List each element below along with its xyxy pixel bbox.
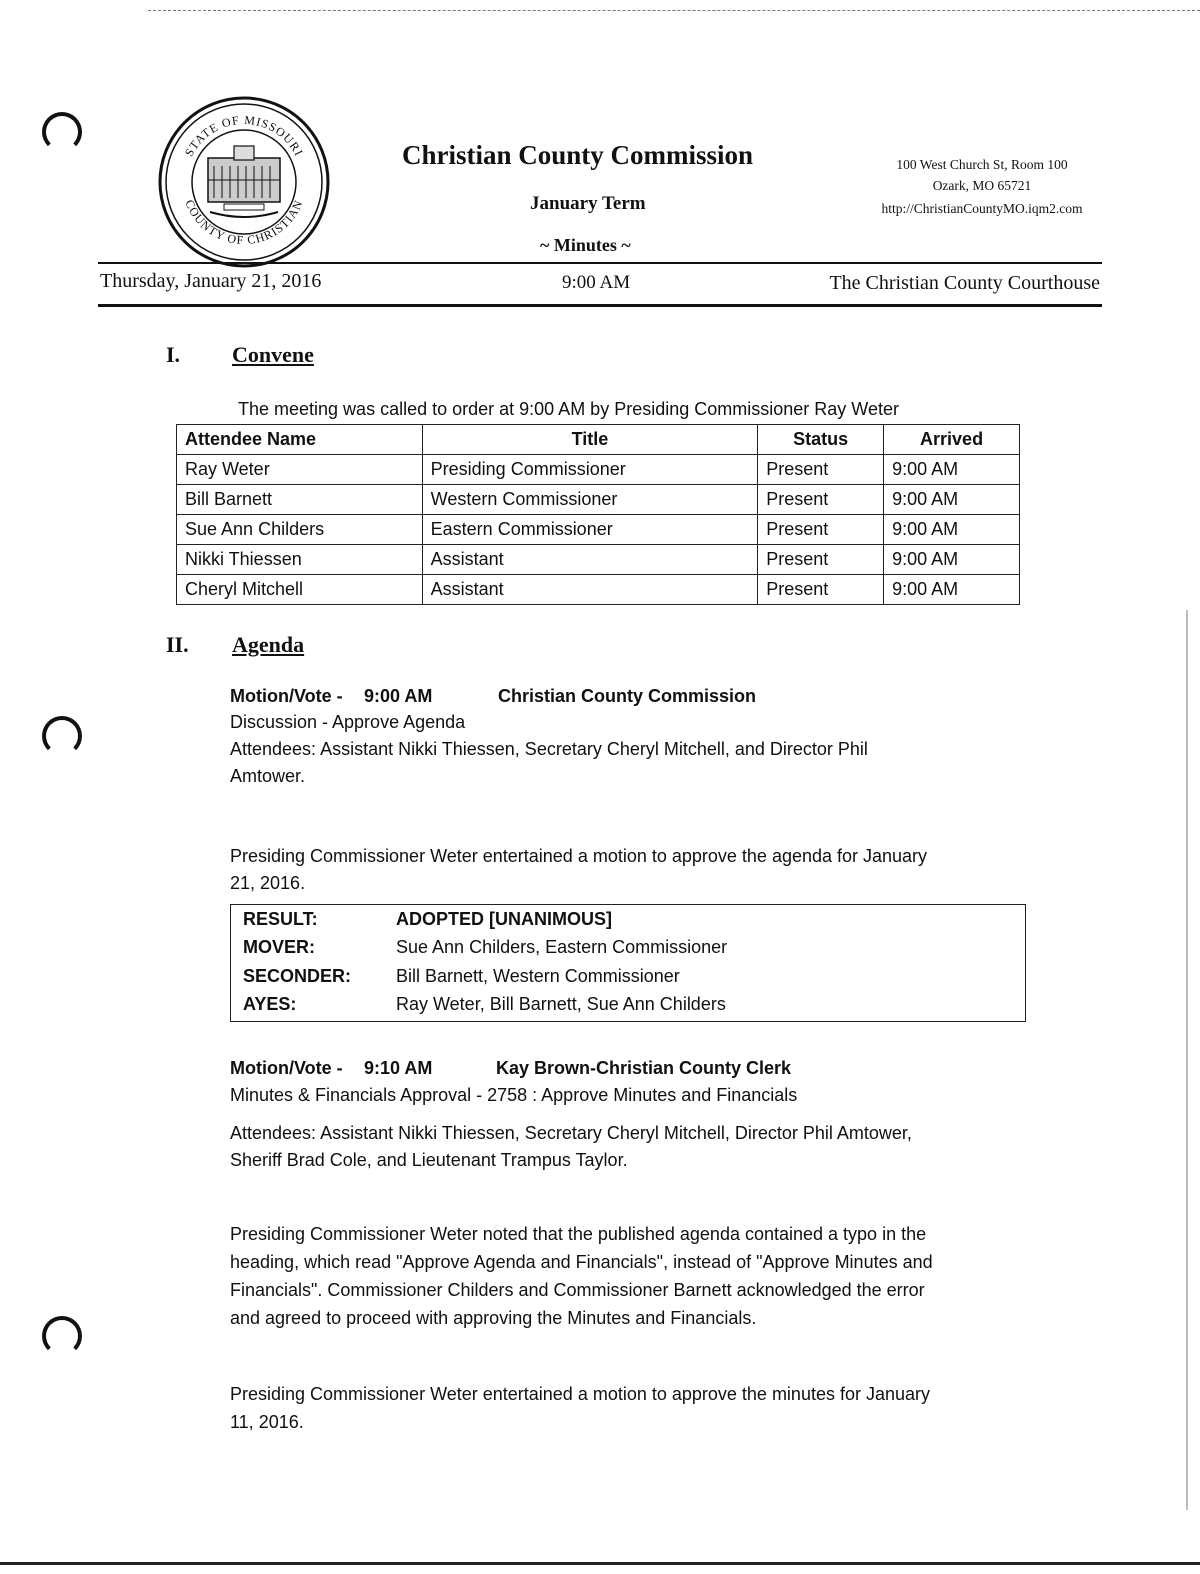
section-number: II. xyxy=(166,632,189,657)
minutes-label: ~ Minutes ~ xyxy=(540,235,631,255)
table-header-row xyxy=(177,425,1020,455)
meeting-date: Thursday, January 21, 2016 xyxy=(100,270,322,292)
motion-body: Christian County Commission xyxy=(498,686,757,706)
paragraph-line: Financials". Commissioner Childers and Commissioner Barnett acknowledged the error xyxy=(230,1280,925,1300)
section-number: I. xyxy=(166,342,181,367)
header-rule-bottom xyxy=(98,304,1102,307)
table-row xyxy=(177,545,1020,575)
motion-label: Motion/Vote - xyxy=(230,686,343,706)
punch-hole-icon xyxy=(42,112,82,152)
attendee-table xyxy=(176,424,1020,605)
paragraph-line: 21, 2016. xyxy=(230,873,306,893)
meeting-location: The Christian County Courthouse xyxy=(829,272,1100,294)
column-header: Status xyxy=(758,425,884,455)
discussion-line: Minutes & Financials Approval - 2758 : Approve Minutes and Financials xyxy=(230,1085,798,1105)
scan-top-line xyxy=(148,10,1200,11)
scan-right-edge xyxy=(1186,610,1188,1510)
attendees-line: Sheriff Brad Cole, and Lieutenant Trampus Taylor. xyxy=(230,1150,628,1170)
meeting-time: 9:00 AM xyxy=(562,272,631,293)
convene-intro: The meeting was called to order at 9:00 AM by Presiding Commissioner Ray Weter xyxy=(238,399,899,419)
paragraph-line: Presiding Commissioner Weter noted that the published agenda contained a typo in the xyxy=(230,1224,927,1244)
table-row xyxy=(177,575,1020,605)
attendee-title: Western Commissioner xyxy=(422,485,758,515)
seconder-label: SECONDER: xyxy=(243,966,352,986)
attendee-arrived: 9:00 AM xyxy=(884,455,1020,485)
motion-time: 9:00 AM xyxy=(364,686,433,706)
paragraph-line: 11, 2016. xyxy=(230,1412,304,1432)
mover-label: MOVER: xyxy=(243,937,315,957)
attendee-title: Presiding Commissioner xyxy=(422,455,758,485)
punch-hole-icon xyxy=(42,1316,82,1356)
attendee-status: Present xyxy=(758,515,884,545)
address-line1: 100 West Church St, Room 100 xyxy=(896,157,1068,172)
term-label: January Term xyxy=(530,193,646,214)
table-row xyxy=(177,455,1020,485)
table-row xyxy=(177,485,1020,515)
paragraph-line: Presiding Commissioner Weter entertained a motion to approve the agenda for January xyxy=(230,846,928,866)
paragraph-line: heading, which read "Approve Agenda and Financials", instead of "Approve Minutes and xyxy=(230,1252,933,1272)
attendee-arrived: 9:00 AM xyxy=(884,575,1020,605)
section-title-convene: Convene xyxy=(232,342,314,367)
seal-text-top: STATE OF MISSOURI xyxy=(181,112,307,159)
seal-text-bottom: COUNTY OF CHRISTIAN xyxy=(182,197,306,248)
attendees-line: Amtower. xyxy=(230,766,306,786)
attendee-title: Assistant xyxy=(422,575,758,605)
motion-body: Kay Brown-Christian County Clerk xyxy=(496,1058,792,1078)
punch-hole-icon xyxy=(42,716,82,756)
vote-result-box xyxy=(230,904,1026,1022)
page-title: Christian County Commission xyxy=(402,140,754,170)
mover-value: Sue Ann Childers, Eastern Commissioner xyxy=(396,937,728,957)
attendee-arrived: 9:00 AM xyxy=(884,515,1020,545)
result-label: RESULT: xyxy=(243,909,318,929)
seconder-value: Bill Barnett, Western Commissioner xyxy=(396,966,680,986)
attendees-line: Attendees: Assistant Nikki Thiessen, Secretary Cheryl Mitchell, and Director Phil xyxy=(230,739,868,759)
website-text: http://ChristianCountyMO.iqm2.com xyxy=(881,201,1083,216)
result-value: ADOPTED [UNANIMOUS] xyxy=(396,909,612,929)
discussion-line: Discussion - Approve Agenda xyxy=(230,712,466,732)
attendee-status: Present xyxy=(758,485,884,515)
attendee-status: Present xyxy=(758,455,884,485)
attendee-title: Eastern Commissioner xyxy=(422,515,758,545)
county-seal-logo xyxy=(158,96,330,268)
paragraph-line: and agreed to proceed with approving the Minutes and Financials. xyxy=(230,1308,757,1328)
attendee-name: Bill Barnett xyxy=(177,485,423,515)
address-line2: Ozark, MO 65721 xyxy=(932,178,1032,193)
ayes-value: Ray Weter, Bill Barnett, Sue Ann Childers xyxy=(396,994,726,1014)
attendee-name: Nikki Thiessen xyxy=(177,545,423,575)
attendee-name: Sue Ann Childers xyxy=(177,515,423,545)
column-header: Arrived xyxy=(884,425,1020,455)
attendee-name: Ray Weter xyxy=(177,455,423,485)
ayes-label: AYES: xyxy=(243,994,297,1014)
header-rule-top xyxy=(98,262,1102,264)
motion-label: Motion/Vote - xyxy=(230,1058,343,1078)
attendee-arrived: 9:00 AM xyxy=(884,545,1020,575)
table-row xyxy=(177,515,1020,545)
attendee-title: Assistant xyxy=(422,545,758,575)
column-header: Title xyxy=(422,425,758,455)
attendee-arrived: 9:00 AM xyxy=(884,485,1020,515)
column-header: Attendee Name xyxy=(177,425,423,455)
attendee-status: Present xyxy=(758,545,884,575)
scan-bottom-line xyxy=(0,1562,1200,1565)
attendee-status: Present xyxy=(758,575,884,605)
section-title-agenda: Agenda xyxy=(232,632,305,657)
attendees-line: Attendees: Assistant Nikki Thiessen, Secretary Cheryl Mitchell, Director Phil Amtower, xyxy=(230,1123,912,1143)
attendee-name: Cheryl Mitchell xyxy=(177,575,423,605)
motion-time: 9:10 AM xyxy=(364,1058,433,1078)
paragraph-line: Presiding Commissioner Weter entertained a motion to approve the minutes for January xyxy=(230,1384,931,1404)
